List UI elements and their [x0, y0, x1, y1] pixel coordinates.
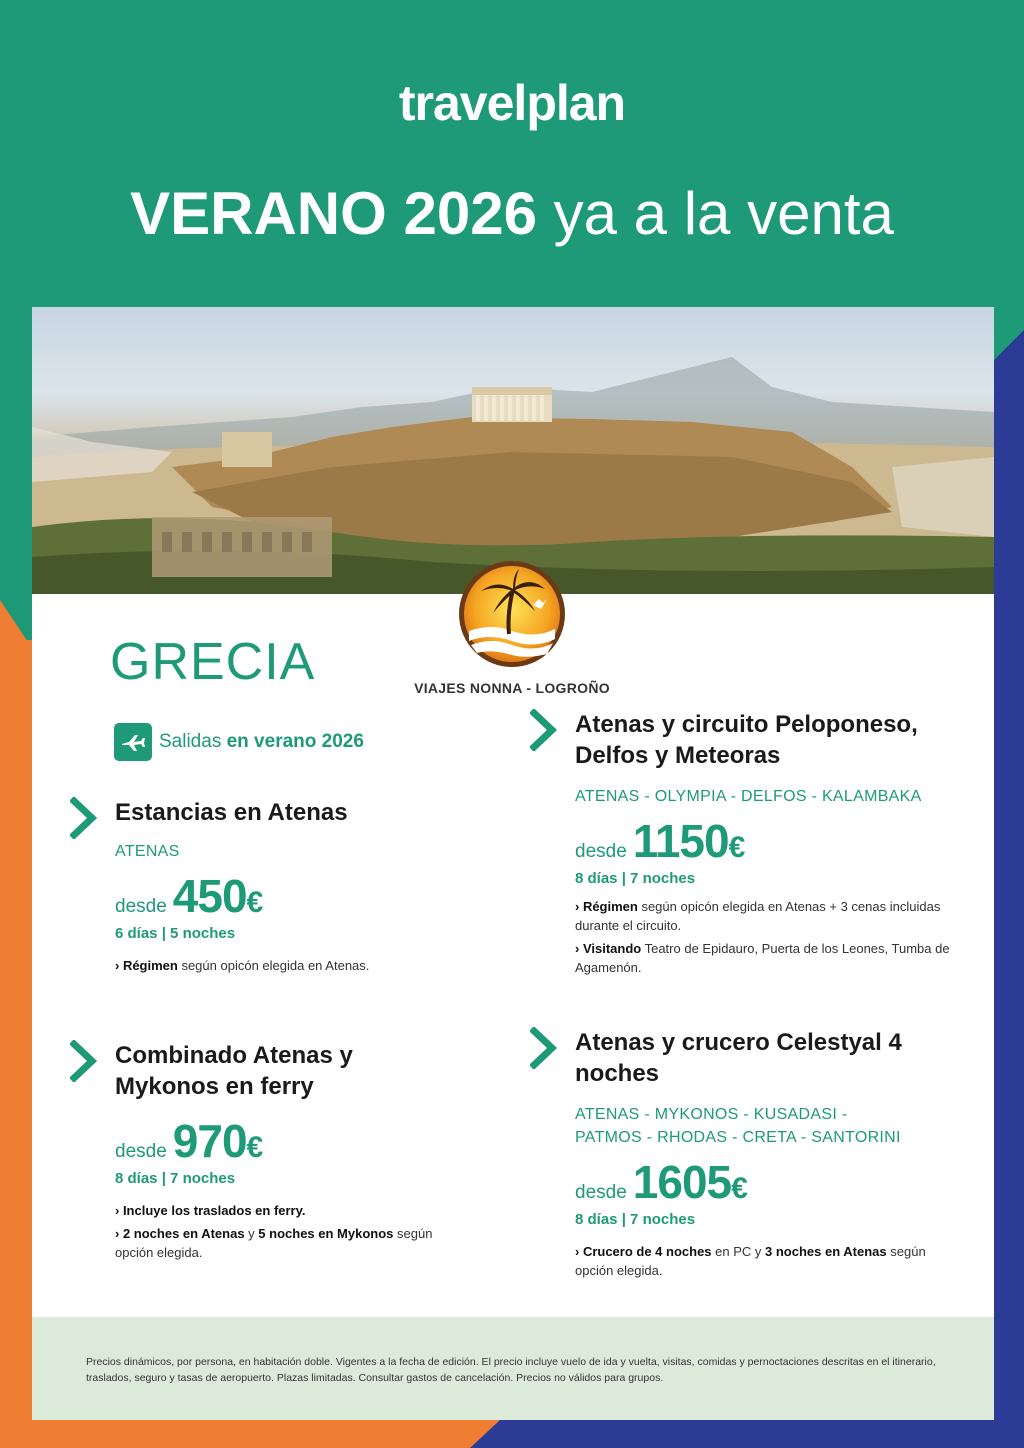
price-desde: desde	[575, 1182, 627, 1203]
offer-duration: 8 días | 7 noches	[575, 1211, 696, 1228]
offer-duration: 8 días | 7 noches	[575, 870, 696, 887]
offer-title: Atenas y crucero Celestyal 4 noches	[575, 1029, 902, 1087]
offer-note	[115, 1224, 460, 1262]
offer-estancias-atenas[interactable]	[70, 797, 500, 979]
price-desde: desde	[115, 896, 167, 917]
salidas-season: en verano 2026	[226, 731, 364, 752]
offer-circuito-peloponeso[interactable]	[530, 709, 960, 981]
orange-bottom-band	[0, 1420, 500, 1448]
offer-crucero-celestyal[interactable]	[530, 1027, 960, 1284]
note-text: según opción elegida.	[575, 1244, 926, 1278]
offer-combinado-atenas-mykonos[interactable]	[70, 1040, 500, 1266]
salidas-text	[159, 731, 364, 753]
offer-note	[575, 897, 970, 935]
chevron-right-icon	[70, 797, 100, 839]
content-card	[32, 307, 994, 1420]
note-text: Teatro de Epidauro, Puerta de los Leones, Tumba de Agamenón.	[575, 941, 950, 975]
price-value: 970	[172, 1115, 247, 1167]
agency-name: VIAJES NONNA - LOGROÑO	[414, 680, 610, 696]
offer-note	[115, 956, 500, 975]
offer-note	[575, 1242, 965, 1280]
price-row	[575, 814, 960, 868]
note-text: según opicón elegida en Atenas + 3 cenas incluidas durante el circuito.	[575, 899, 941, 933]
note-bold: › Régimen	[575, 899, 638, 914]
note-bold: › Visitando	[575, 941, 642, 956]
footer-disclaimer	[32, 1317, 994, 1420]
note-bold: › Incluye los traslados en ferry.	[115, 1203, 306, 1218]
offer-route: ATENAS - MYKONOS - KUSADASI - PATMOS - RHODAS - CRETA - SANTORINI	[575, 1106, 901, 1146]
note-bold: › 2 noches en Atenas	[115, 1226, 245, 1241]
price-row	[115, 1114, 500, 1168]
price-currency: €	[728, 831, 746, 864]
salidas-prefix: Salidas	[159, 731, 227, 752]
headline-rest: ya a la venta	[536, 180, 894, 247]
price-currency: €	[246, 886, 264, 919]
salidas-badge	[114, 723, 364, 761]
price-value: 450	[172, 870, 247, 922]
plane-icon	[114, 723, 152, 761]
headline	[0, 178, 1024, 250]
chevron-right-icon	[70, 1040, 100, 1082]
brand-logo: travelplan	[398, 75, 626, 131]
blue-bottom-band	[500, 1420, 1024, 1448]
acropolis-photo	[32, 307, 994, 594]
price-desde: desde	[115, 1141, 167, 1162]
agency-palm-logo	[457, 559, 567, 669]
acropolis-illustration	[32, 307, 994, 594]
offer-duration: 6 días | 5 noches	[115, 925, 236, 942]
offer-title: Estancias en Atenas	[115, 799, 348, 826]
blue-bottom-corner	[470, 1420, 500, 1448]
disclaimer-text: Precios dinámicos, por persona, en habitación doble. Vigentes a la fecha de edición. El precio incluye vuelo de ida y vuelta, visitas, comidas y pernoctaciones descritas en el itinerario, traslados, seguro y tasas de aeropuerto. Plazas limitadas. Consultar gastos de cancelación. Precios no válidos para grupos.	[86, 1356, 936, 1384]
price-row	[115, 869, 500, 923]
country-title: GRECIA	[110, 633, 316, 691]
note-bold: › Crucero de 4 noches	[575, 1244, 712, 1259]
price-value: 1150	[632, 815, 729, 867]
note-text: según opción elegida.	[115, 1226, 433, 1260]
offer-notes	[575, 1242, 965, 1280]
price-value: 1605	[632, 1156, 732, 1208]
offer-notes	[115, 1201, 460, 1262]
offer-duration: 8 días | 7 noches	[115, 1170, 236, 1187]
offer-note	[575, 939, 970, 977]
offer-notes	[575, 897, 970, 977]
offer-route: ATENAS	[115, 843, 180, 860]
offer-notes	[115, 956, 500, 975]
offer-route: ATENAS - OLYMPIA - DELFOS - KALAMBAKA	[575, 788, 922, 805]
offer-title: Atenas y circuito Peloponeso, Delfos y Meteoras	[575, 711, 918, 769]
chevron-right-icon	[530, 1027, 560, 1069]
note-text: en PC y	[711, 1244, 766, 1259]
note-bold: 3 noches en Atenas	[765, 1244, 887, 1259]
price-currency: €	[246, 1131, 264, 1164]
chevron-right-icon	[530, 709, 560, 751]
price-desde: desde	[575, 841, 627, 862]
offer-note	[115, 1201, 460, 1220]
price-row	[575, 1155, 960, 1209]
note-text: y	[244, 1226, 259, 1241]
note-bold: › Régimen	[115, 958, 178, 973]
note-bold: 5 noches en Mykonos	[258, 1226, 394, 1241]
price-currency: €	[731, 1172, 748, 1205]
offer-title: Combinado Atenas y Mykonos en ferry	[115, 1042, 353, 1100]
headline-bold: VERANO 2026	[130, 180, 537, 247]
note-text: según opicón elegida en Atenas.	[177, 958, 370, 973]
